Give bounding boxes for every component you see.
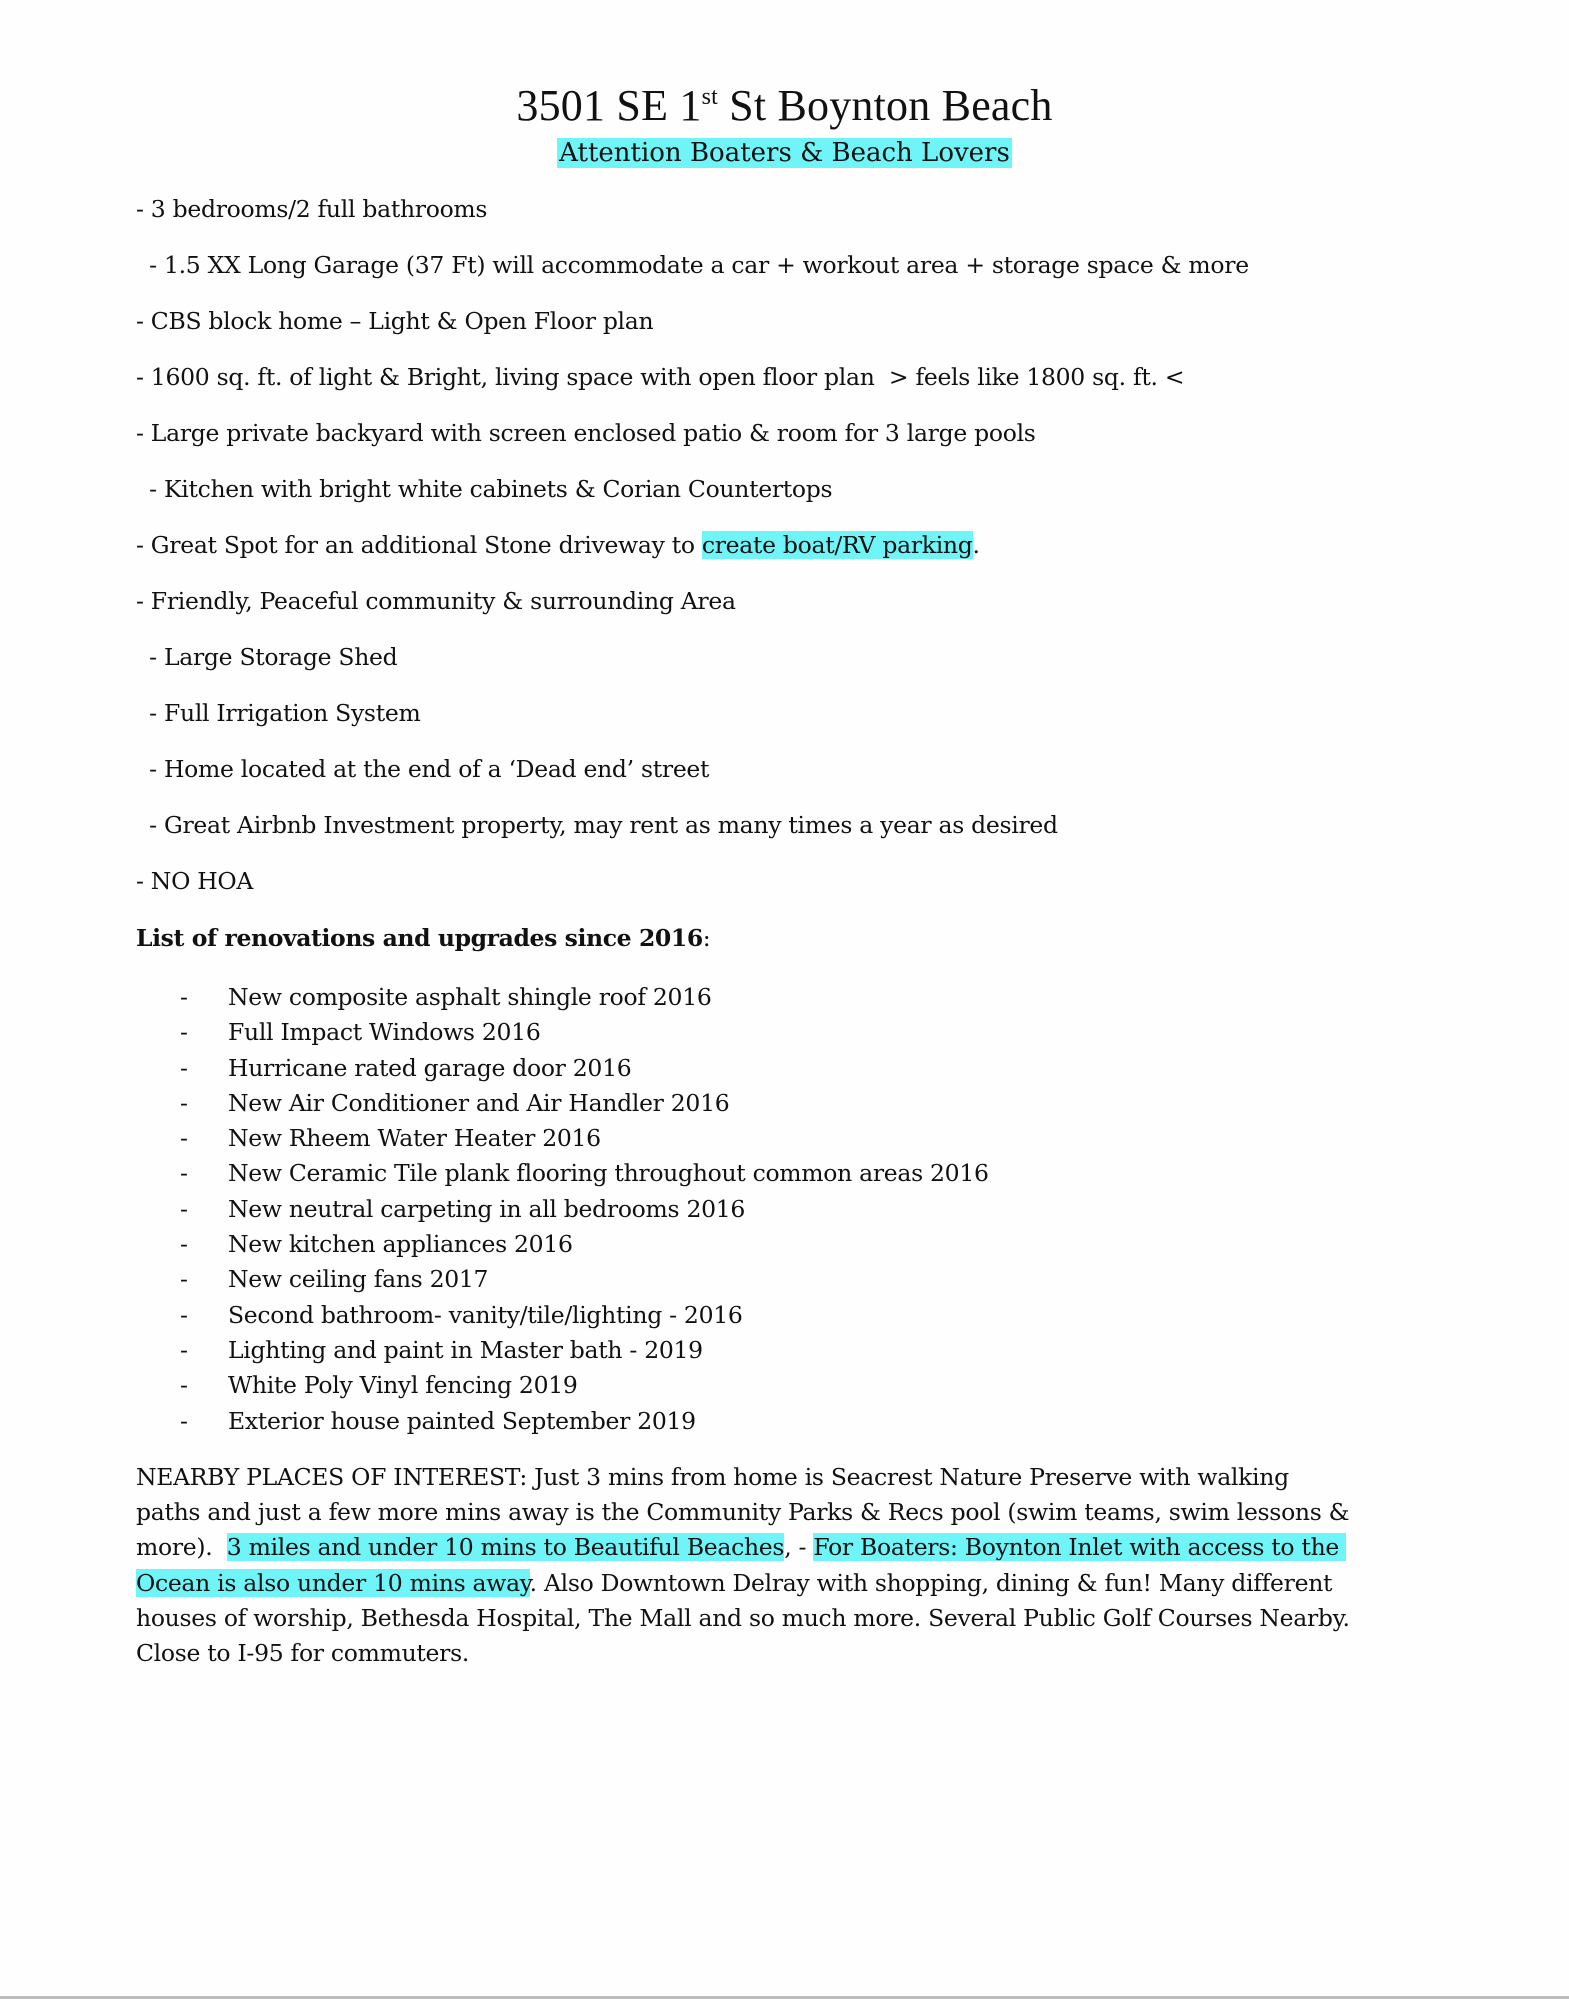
feature-item: - 1.5 XX Long Garage (37 Ft) will accommodate a car + workout area + storage space & more [142, 251, 1249, 279]
dash-bullet-icon: - [180, 1265, 188, 1294]
renovation-item [180, 1051, 989, 1086]
feature-text: . [972, 531, 980, 559]
renovation-item [180, 980, 989, 1015]
nearby-places-paragraph [136, 1460, 1372, 1671]
feature-item: - Kitchen with bright white cabinets & Corian Countertops [142, 475, 833, 503]
renovation-text: Hurricane rated garage door 2016 [228, 1053, 632, 1082]
feature-item: - Home located at the end of a ‘Dead end’ street [142, 755, 710, 783]
renovation-text: Lighting and paint in Master bath - 2019 [228, 1335, 703, 1364]
nearby-text: NEARBY PLACES OF INTEREST: Just 3 mins from home is Seacrest Nature Preserve with walking paths and just a few more mins away is the Community Parks & Recs pool (swim teams, swim lessons & more). [136, 1463, 1357, 1562]
feature-item: - CBS block home – Light & Open Floor plan [136, 307, 654, 335]
renovation-item [180, 1227, 989, 1262]
renovations-heading-text: List of renovations and upgrades since 2016 [136, 924, 703, 952]
renovation-item [180, 1015, 989, 1050]
renovation-text: New composite asphalt shingle roof 2016 [228, 983, 712, 1011]
beaches-highlight: 3 miles and under 10 mins to Beautiful Beaches [226, 1533, 785, 1562]
renovation-text: New Rheem Water Heater 2016 [228, 1124, 601, 1153]
renovation-item [180, 1121, 989, 1156]
feature-item: - Friendly, Peaceful community & surrounding Area [136, 587, 736, 615]
feature-item: - Large private backyard with screen enclosed patio & room for 3 large pools [136, 419, 1036, 447]
renovation-text: New Air Conditioner and Air Handler 2016 [228, 1088, 730, 1117]
feature-item-boat-parking [136, 531, 1436, 587]
renovation-text: New kitchen appliances 2016 [228, 1230, 573, 1259]
feature-item: - 1600 sq. ft. of light & Bright, living space with open floor plan > feels like 1800 sq. ft. < [136, 363, 1185, 391]
renovations-list [180, 980, 989, 1439]
dash-bullet-icon: - [180, 1230, 188, 1259]
feature-text: - Great Spot for an additional Stone driveway to [136, 531, 702, 559]
dash-bullet-icon: - [180, 1053, 188, 1082]
feature-item: - Full Irrigation System [142, 699, 421, 727]
renovation-item [180, 1298, 989, 1333]
feature-item: - 3 bedrooms/2 full bathrooms [136, 195, 488, 223]
feature-list [136, 195, 1436, 923]
renovation-item [180, 1404, 989, 1439]
title-ordinal-superscript: st [701, 84, 718, 110]
renovation-item [180, 1262, 989, 1297]
renovations-heading-colon: : [702, 924, 711, 952]
renovation-item [180, 1086, 989, 1121]
feature-item: - NO HOA [136, 867, 254, 895]
renovation-item [180, 1192, 989, 1227]
dash-bullet-icon: - [180, 983, 188, 1011]
dash-bullet-icon: - [180, 1371, 188, 1400]
subtitle-highlight: Attention Boaters & Beach Lovers [559, 138, 1010, 168]
dash-bullet-icon: - [180, 1018, 188, 1047]
dash-bullet-icon: - [180, 1300, 188, 1329]
feature-item: - Great Airbnb Investment property, may rent as many times a year as desired [142, 811, 1058, 839]
highlighted-text: create boat/RV parking [701, 531, 973, 559]
document-subtitle [0, 134, 1569, 172]
renovation-text: New Ceramic Tile plank flooring throughout common areas 2016 [228, 1159, 989, 1188]
renovations-heading [136, 924, 710, 952]
renovation-text: Second bathroom- vanity/tile/lighting - 2016 [228, 1300, 743, 1329]
document-title [0, 78, 1569, 134]
nearby-text: . Also Downtown Delray with shopping, dining & fun! Many different houses of worship, Bethesda Hospital, The Mall and so much more. Several Public Golf Courses Nearby. Close to I-95 for commuters. [136, 1568, 1372, 1668]
renovation-item [180, 1156, 989, 1191]
boaters-highlight: For Boaters: Boynton Inlet with access to the Ocean is also under 10 mins away [136, 1533, 1347, 1597]
dash-bullet-icon: - [180, 1194, 188, 1223]
renovation-text: White Poly Vinyl fencing 2019 [228, 1371, 578, 1400]
feature-item: - Large Storage Shed [142, 643, 398, 671]
nearby-text: , - [784, 1533, 814, 1562]
dash-bullet-icon: - [180, 1159, 188, 1188]
title-street-city: St Boynton Beach [717, 81, 1053, 130]
dash-bullet-icon: - [180, 1335, 188, 1364]
renovation-text: New ceiling fans 2017 [228, 1265, 489, 1294]
renovation-item [180, 1368, 989, 1403]
title-address-number: 3501 SE 1 [516, 81, 702, 130]
renovation-text: Exterior house painted September 2019 [228, 1406, 696, 1435]
renovation-item [180, 1333, 989, 1368]
dash-bullet-icon: - [180, 1124, 188, 1153]
dash-bullet-icon: - [180, 1406, 188, 1435]
renovation-text: Full Impact Windows 2016 [228, 1018, 541, 1047]
dash-bullet-icon: - [180, 1088, 188, 1117]
renovation-text: New neutral carpeting in all bedrooms 2016 [228, 1194, 746, 1223]
